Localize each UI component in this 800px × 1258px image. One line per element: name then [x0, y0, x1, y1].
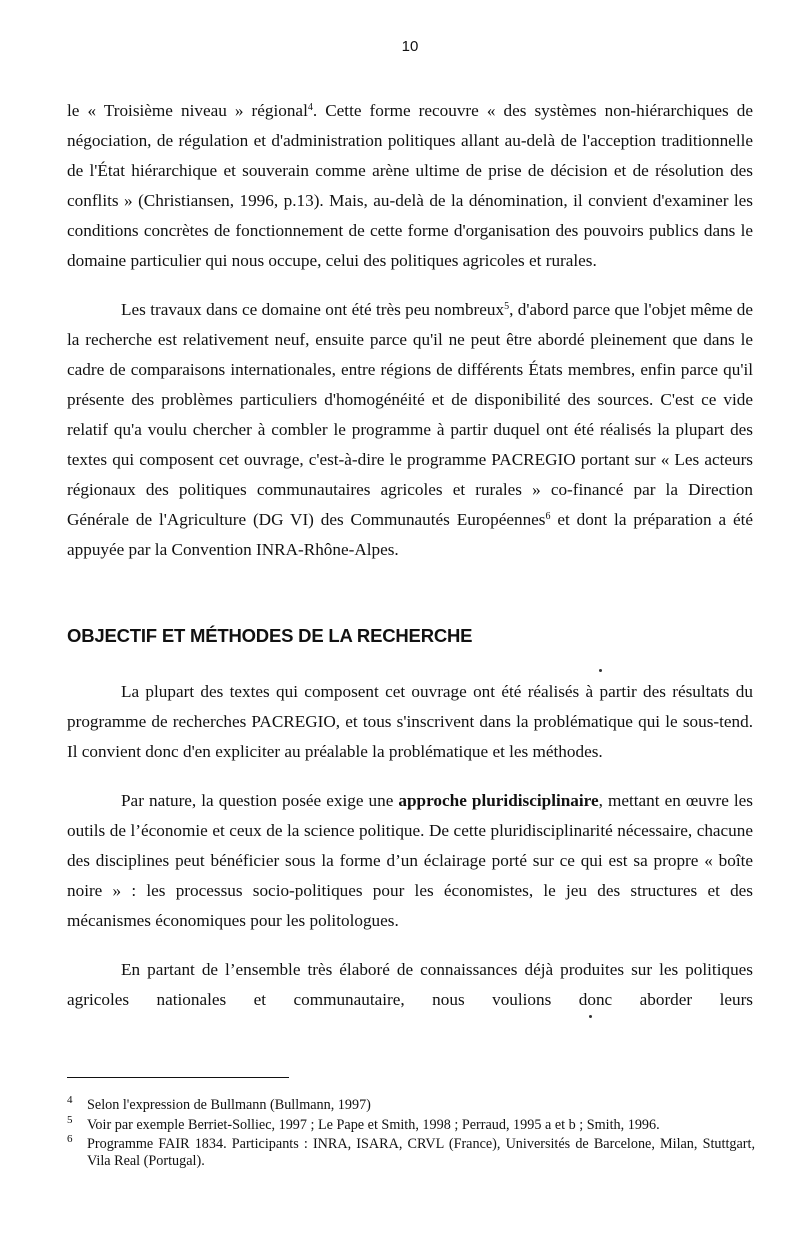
section-paragraph-2 — [67, 786, 753, 936]
text-run: et dont la préparation a été appuyée par la Convention INRA-Rhône-Alpes. — [67, 510, 753, 559]
intro-paragraph-1 — [67, 96, 753, 276]
section-heading-wrap — [67, 625, 472, 647]
section-paragraph-3: En partant de l’ensemble très élaboré de connaissances déjà produites sur les politiques agricoles nationales et communautaire, nous voulions donc aborder leurs — [67, 960, 753, 1009]
footnotes — [67, 1094, 755, 1172]
scan-speck — [599, 669, 602, 672]
footnote — [67, 1113, 755, 1134]
section-text — [67, 677, 753, 1015]
scan-speck — [589, 1015, 592, 1018]
section-paragraph-1: La plupart des textes qui composent cet ouvrage ont été réalisés à partir des résultats du programme de recherches PACREGIO, et tous s'inscrivent dans la problématique qui le sous-tend. Il convient donc d'en expliciter au préalable la problématique et les méthodes. — [67, 682, 753, 761]
section-heading: OBJECTIF ET MÉTHODES DE LA RECHERCHE — [67, 625, 473, 646]
text-run: , mettant en œuvre les outils de l’économie et ceux de la science politique. De cette pluridisciplinarité nécessaire, chacune des disciplines peut bénéficier sous la forme d’un éclairage porté sur ce qui est sa propre « boîte noire » : les processus socio-politiques pour les économistes, le jeu des structures et des mécanismes économiques pour les politologues. — [67, 791, 753, 930]
intro-paragraph-2 — [67, 295, 753, 565]
footnote-number: 5 — [67, 1113, 73, 1126]
footnote-number: 6 — [67, 1133, 73, 1145]
footnote-text: Voir par exemple Berriet-Solliec, 1997 ; Le Pape et Smith, 1998 ; Perraud, 1995 a et b ; Smith, 1996. — [87, 1116, 660, 1133]
intro-text — [67, 96, 753, 565]
text-run: Par nature, la question posée exige une — [121, 791, 399, 810]
footnote-text: Selon l'expression de Bullmann (Bullmann, 1997) — [87, 1097, 371, 1113]
emphasis: approche pluridisciplinaire — [398, 791, 599, 810]
footnote-text: Programme FAIR 1834. Participants : INRA, ISARA, CRVL (France), Universités de Barcelone, Milan, Stuttgart, Vila Real (Portugal). — [87, 1136, 755, 1169]
footnote-separator — [67, 1077, 289, 1078]
text-run: . Cette forme recouvre « des systèmes non-hiérarchiques de négociation, de régulation et d'administration politiques allant au-delà de l'acception traditionnelle de l'État hiérarchique et souverain comme arène ultime de prise de décision et de résolution des conflits » (Christiansen, 1996, p.13). Mais, au-delà de la dénomination, il convient d'examiner les conditions concrètes de fonctionnement de cette forme d'organisation des pouvoirs publics dans le domaine particulier qui nous occupe, celui des politiques agricoles et rurales. — [67, 101, 754, 270]
footnote-ref: 5 — [504, 301, 510, 312]
text-run: le « Troisième niveau » régional — [67, 101, 308, 120]
page-number: 10 — [401, 38, 419, 55]
footnote — [67, 1133, 755, 1169]
footnote-number: 4 — [67, 1094, 73, 1106]
footnote-ref: 6 — [545, 511, 551, 522]
text-run: Les travaux dans ce domaine ont été très peu nombreux — [121, 300, 505, 319]
footnote-ref: 4 — [307, 102, 313, 113]
footnote — [67, 1094, 755, 1114]
text-run: , d'abord parce que l'objet même de la recherche est relativement neuf, ensuite parce qu'il ne peut être abordé pleinement que dans le cadre de comparaisons internationales, entre régions de différents États membres, enfin parce qu'il présente des problèmes particuliers d'homogénéité et de disponibilité des sources. C'est ce vide relatif qu'a voulu chercher à combler le programme à partir duquel ont été réalisés la plupart des textes qui composent cet ouvrage, c'est-à-dire le programme PACREGIO portant sur « Les acteurs régionaux des politiques communautaires agricoles et rurales » co-financé par la Direction Générale de l'Agriculture (DG VI) des Communautés Européennes — [67, 300, 753, 529]
